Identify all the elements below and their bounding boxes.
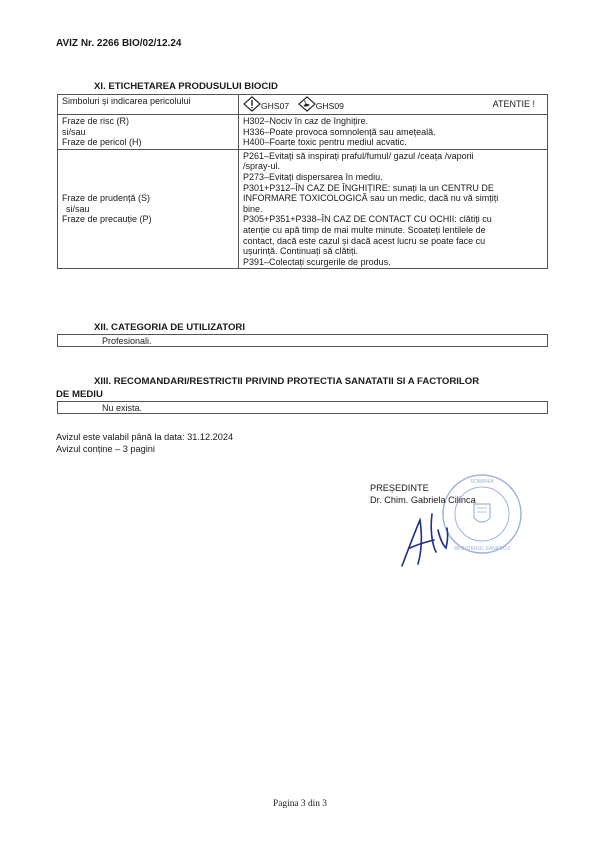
signatory-role: PREȘEDINTE [370, 483, 429, 493]
precaution-line: P261–Evitați să inspirați praful/fumul/ gazul /ceața /vaporii [243, 150, 474, 161]
symbols-label: Simboluri și indicarea pericolului [58, 95, 239, 115]
risk-phrases [239, 115, 548, 150]
prud-label-line: si/sau [66, 203, 90, 214]
table-row [58, 95, 548, 115]
precaution-line: bine. [243, 203, 263, 214]
recommendations-box [57, 401, 548, 414]
risk-label-line: si/sau [62, 126, 86, 137]
user-category-value: Profesionali. [102, 336, 152, 346]
ghs07-exclamation-icon [243, 96, 261, 112]
precaution-line: P391–Colectați scurgerile de produs. [243, 256, 391, 267]
prud-label-line: Fraze de prudență (S) [62, 193, 151, 204]
section-13-title-cont: DE MEDIU [56, 389, 103, 400]
precaution-line: INFORMARE TOXICOLOGICĂ sau un medic, dacă nu vă simțiți [243, 193, 499, 204]
precaution-line: P305+P351+P338–ÎN CAZ DE CONTACT CU OCHII: clătiți cu [243, 214, 492, 225]
precaution-line: ușurință. Continuați să clătiți. [243, 246, 359, 257]
hazard-statement: H400–Foarte toxic pentru mediul acvatic. [243, 137, 407, 148]
section-11-title: XI. ETICHETAREA PRODUSULUI BIOCID [94, 81, 278, 92]
validity-text [56, 432, 233, 455]
table-row [58, 149, 548, 269]
precaution-line: atenție cu apă timp de mai multe minute. Scoateți lentilele de [243, 224, 486, 235]
svg-text:MINISTERUL SANATATII: MINISTERUL SANATATII [453, 546, 511, 552]
hazard-statement: H336–Poate provoca somnolență sau amețeală. [243, 126, 436, 137]
signal-word: ATENTIE ! [492, 99, 535, 109]
page-footer: Pagina 3 din 3 [273, 799, 327, 809]
handwritten-signature-icon [392, 500, 462, 572]
precaution-line: contact, dacă este cazul și dacă acest lucru se poate face cu [243, 235, 486, 246]
precaution-line: P301+P312–ÎN CAZ DE ÎNGHIȚIRE: sunați la un CENTRU DE [243, 182, 494, 193]
ghs09-environment-icon [298, 96, 316, 112]
signatory-name: Dr. Chim. Gabriela Cilinca [370, 495, 476, 505]
precaution-line: P273–Evitați dispersarea în mediu. [243, 171, 383, 182]
risk-phrases-label [58, 115, 239, 150]
aviz-number: AVIZ Nr. 2266 BIO/02/12.24 [56, 38, 182, 49]
precaution-phrases [239, 149, 548, 269]
hazard-statement: H302–Nociv în caz de înghițire. [243, 116, 369, 126]
precaution-phrases-label [58, 149, 239, 269]
biocide-labeling-table [57, 94, 548, 269]
user-category-box [57, 334, 548, 347]
symbols-cell [239, 95, 548, 115]
validity-date: Avizul este valabil până la data: 31.12.2024 [56, 432, 234, 442]
precaution-line: /spray-ul. [243, 161, 281, 172]
ghs07-label: GHS07 [261, 101, 290, 112]
section-12-title: XII. CATEGORIA DE UTILIZATORI [94, 322, 246, 333]
ghs09-label: GHS09 [315, 101, 344, 112]
page-count: Avizul conține – 3 pagini [56, 443, 155, 454]
risk-label-line: Fraze de pericol (H) [62, 137, 142, 148]
section-13-title: XIII. RECOMANDARI/RESTRICTII PRIVIND PROTECTIA SANATATII SI A FACTORILOR [94, 376, 480, 387]
recommendations-value: Nu exista. [102, 403, 143, 413]
prud-label-line: Fraze de precauție (P) [62, 214, 152, 225]
svg-text:ROMANIA: ROMANIA [470, 479, 494, 485]
risk-label-line: Fraze de risc (R) [62, 116, 130, 126]
table-row [58, 115, 548, 150]
